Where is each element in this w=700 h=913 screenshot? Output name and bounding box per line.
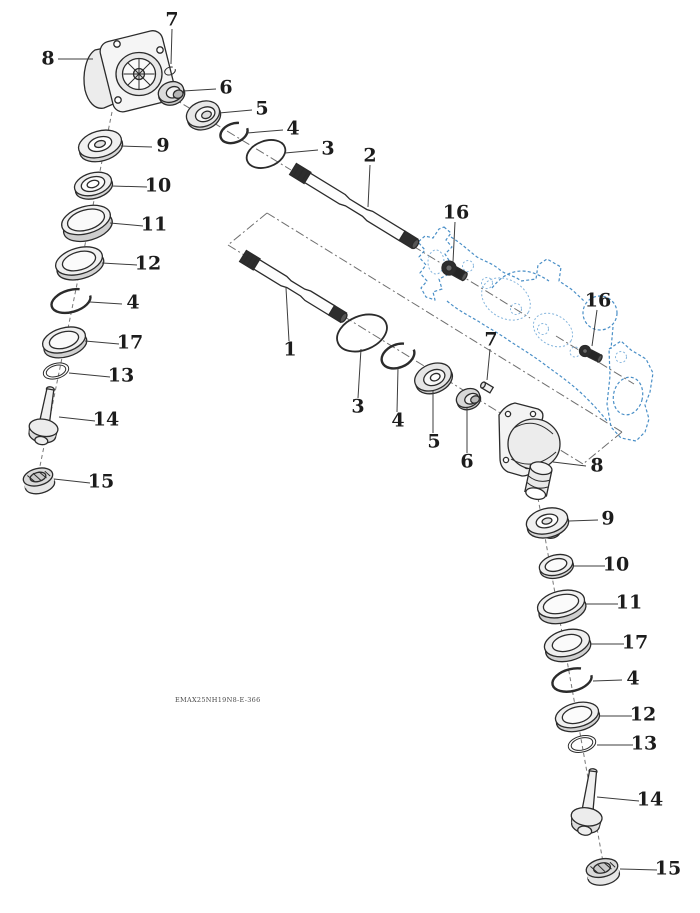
callout-10-right: 10 [602,553,630,576]
callout-9-right: 9 [601,507,615,530]
part-9-bearing-left [75,125,126,166]
callout-1: 1 [283,338,297,361]
callout-17-left: 17 [116,331,144,354]
callout-8-top: 8 [41,47,55,70]
callout-15-right: 15 [654,857,682,880]
part-4-snap-ring-left [49,285,94,317]
callout-16-right: 16 [584,289,612,312]
part-17-seal-left [40,322,90,362]
part-16-bolt-left [439,258,469,283]
part-9-bearing-right [524,504,572,544]
part-14-kingpin-left [26,384,65,447]
callout-5-top: 5 [255,97,269,120]
callout-16-left: 16 [442,201,470,224]
part-12-ring-right [553,698,602,736]
part-7-pin-mid [480,381,494,393]
part-11-seal-right [535,586,589,629]
callout-11-left: 11 [140,213,168,236]
part-13-ring-left [41,360,70,382]
callout-4-right: 4 [626,667,640,690]
callout-5-mid: 5 [427,430,441,453]
leader-lines [54,29,657,870]
callout-4-left: 4 [126,291,140,314]
callout-11-right: 11 [615,591,643,614]
part-5-bearing-top [183,96,225,134]
callout-3-top: 3 [321,137,335,160]
callout-3-mid: 3 [351,395,365,418]
callout-7-mid: 7 [484,328,498,351]
callout-14-right: 14 [636,788,664,811]
callout-15-left: 15 [87,470,115,493]
callout-9-left: 9 [156,134,170,157]
part-5-bearing-mid [411,358,457,399]
callout-6-mid: 6 [460,450,474,473]
part-15-cap-right [584,856,621,888]
part-10-bearing-left [72,168,116,203]
part-6-collar-mid [454,385,484,413]
part-3-o-ring-top [243,135,289,173]
callout-7-top: 7 [165,8,179,31]
part-2-axle-shaft [290,163,421,250]
callout-13-right: 13 [630,732,658,755]
diagram-reference-code: EMAX25NH19N8-E-366 [175,696,261,704]
part-1-axle-shaft [240,250,350,324]
part-4-snap-ring-right [550,664,594,695]
callout-17-right: 17 [621,631,649,654]
part-14-kingpin-right [569,767,609,838]
callout-12-left: 12 [134,252,162,275]
callout-6-top: 6 [219,76,233,99]
part-15-cap-left [21,465,56,497]
callout-12-right: 12 [629,703,657,726]
part-13-ring-right [566,733,597,755]
part-10-ring-right [537,551,576,582]
callout-10-left: 10 [144,174,172,197]
part-17-seal-right [542,625,594,666]
part-11-seal-left [58,200,115,246]
callout-4-top: 4 [286,117,300,140]
part-12-ring-left [52,242,107,285]
callout-2: 2 [363,144,377,167]
callout-13-left: 13 [107,364,135,387]
part-4-snap-ring-mid [378,339,418,373]
callout-4-mid: 4 [391,409,405,432]
callout-8-right: 8 [590,454,604,477]
part-16-bolt-right [578,344,604,365]
part-8-steering-knuckle-bottom [499,403,560,501]
callout-14-left: 14 [92,408,120,431]
